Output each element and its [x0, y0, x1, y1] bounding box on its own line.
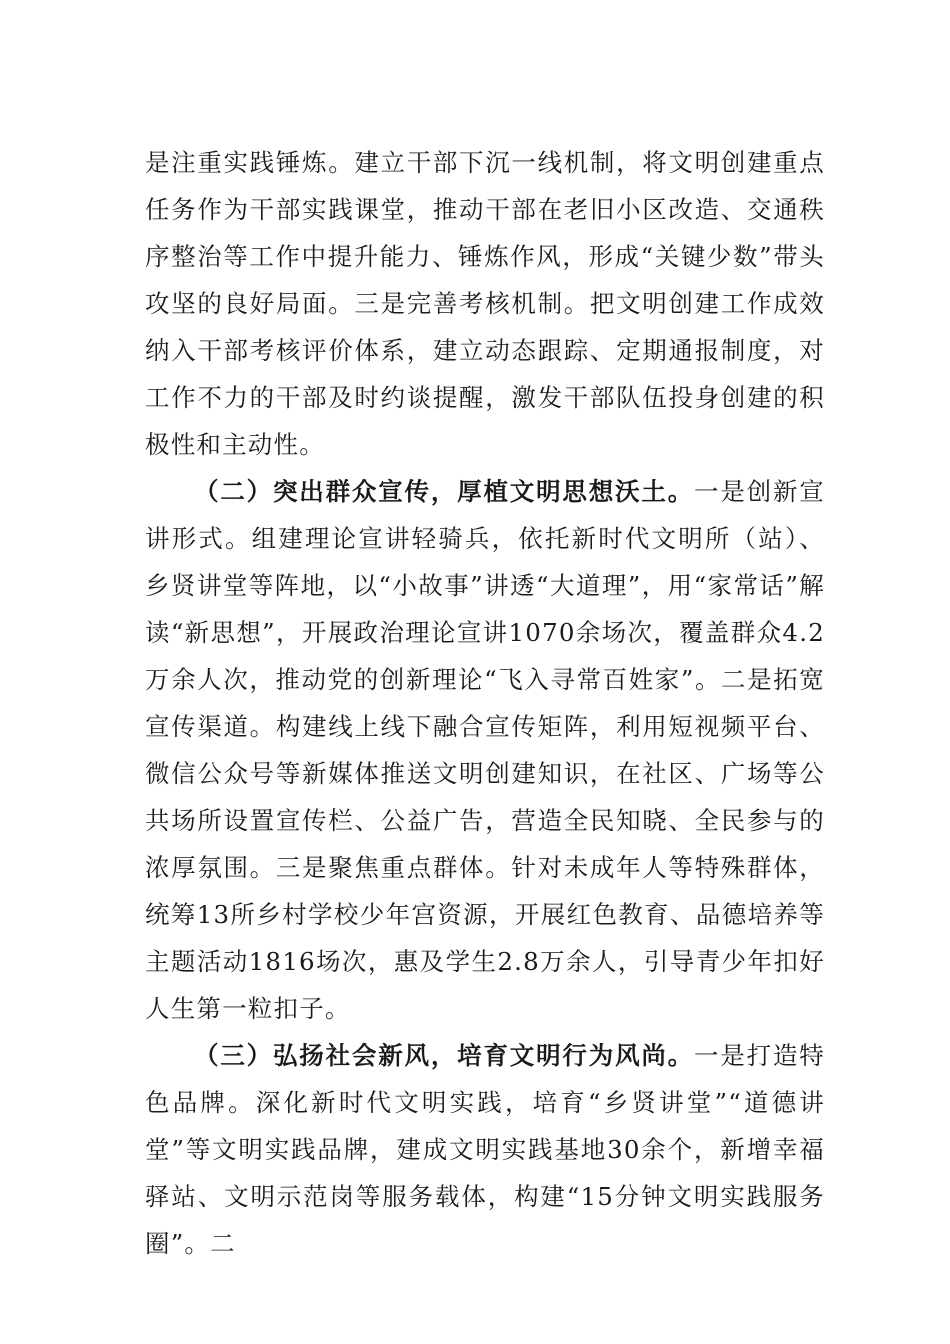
- paragraph-text: 是注重实践锤炼。建立干部下沉一线机制，将文明创建重点任务作为干部实践课堂，推动干部在老旧小区改造、交通秩序整治等工作中提升能力、锤炼作风，形成“关键少数”带头攻坚的良好局面。三是完善考核机制。把文明创建工作成效纳入干部考核评价体系，建立动态跟踪、定期通报制度，对工作不力的干部及时约谈提醒，激发干部队伍投身创建的积极性和主动性。: [145, 148, 825, 459]
- section-heading: （二）突出群众宣传，厚植文明思想沃土。: [194, 477, 695, 506]
- paragraph-text: 一是创新宣讲形式。组建理论宣讲轻骑兵，依托新时代文明所（站）、乡贤讲堂等阵地，以“小故事”讲透“大道理”，用“家常话”解读“新思想”，开展政治理论宣讲1070余场次，覆盖群众4.2万余人次，推动党的创新理论“飞入寻常百姓家”。二是拓宽宣传渠道。构建线上线下融合宣传矩阵，利用短视频平台、微信公众号等新媒体推送文明创建知识，在社区、广场等公共场所设置宣传栏、公益广告，营造全民知晓、全民参与的浓厚氛围。三是聚焦重点群体。针对未成年人等特殊群体，统筹13所乡村学校少年宫资源，开展红色教育、品德培养等主题活动1816场次，惠及学生2.8万余人，引导青少年扣好人生第一粒扣子。: [145, 477, 825, 1023]
- section-heading: （三）弘扬社会新风，培育文明行为风尚。: [194, 1041, 695, 1070]
- paragraph-continuation: [145, 139, 825, 468]
- paragraph-section-3: [145, 1032, 825, 1267]
- paragraph-text: 一是打造特色品牌。深化新时代文明实践，培育“乡贤讲堂”“道德讲堂”等文明实践品牌，建成文明实践基地30余个，新增幸福驿站、文明示范岗等服务载体，构建“15分钟文明实践服务圈”。二: [145, 1041, 825, 1258]
- document-body: [145, 139, 825, 1267]
- paragraph-section-2: [145, 468, 825, 1032]
